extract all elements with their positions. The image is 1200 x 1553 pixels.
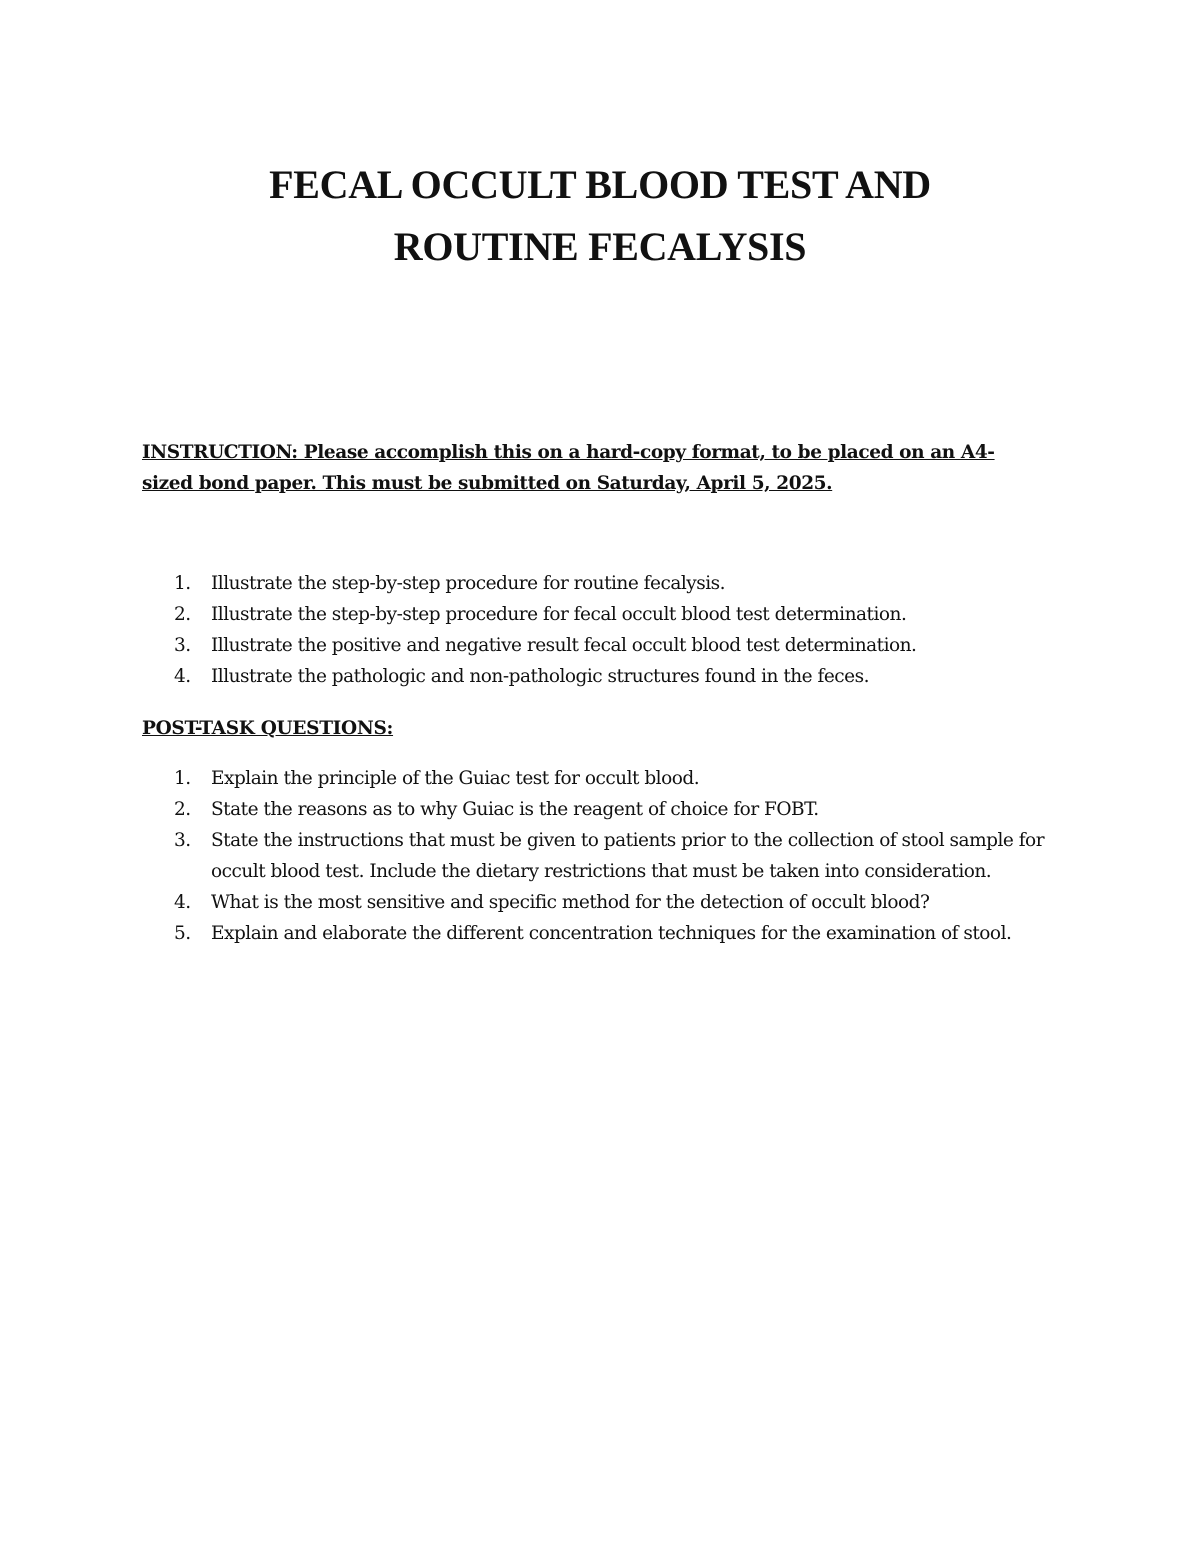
question-number: 1. [174, 768, 191, 789]
question-text: Explain and elaborate the different concentration techniques for the examination of stool. [211, 923, 1012, 944]
post-task-heading: POST-TASK QUESTIONS: [142, 718, 394, 739]
task-item [142, 661, 1082, 692]
question-text: Explain the principle of the Guiac test for occult blood. [211, 768, 700, 789]
instruction-paragraph: INSTRUCTION: Please accomplish this on a hard-copy format, to be placed on an A4-sized bond paper. This must be submitted on Saturday, April 5, 2025. [142, 442, 995, 494]
task-text: Illustrate the positive and negative result fecal occult blood test determination. [211, 635, 917, 656]
title-line-1: FECAL OCCULT BLOOD TEST AND [269, 162, 931, 207]
question-number: 3. [174, 830, 191, 851]
question-text: State the instructions that must be given to patients prior to the collection of stool sample for occult blood test. Include the dietary restrictions that must be taken into consideration. [211, 830, 1045, 882]
task-number: 3. [174, 635, 191, 656]
task-item [142, 568, 1082, 599]
task-number: 4. [174, 666, 191, 687]
task-number: 1. [174, 573, 191, 594]
question-text: State the reasons as to why Guiac is the reagent of choice for FOBT. [211, 799, 819, 820]
question-number: 4. [174, 892, 191, 913]
question-item [142, 794, 1102, 825]
task-item [142, 599, 1082, 630]
question-number: 5. [174, 923, 191, 944]
question-item [142, 763, 1102, 794]
question-item [142, 918, 1102, 949]
question-item [142, 825, 1102, 887]
question-text: What is the most sensitive and specific method for the detection of occult blood? [211, 892, 930, 913]
task-text: Illustrate the step-by-step procedure for fecal occult blood test determination. [211, 604, 907, 625]
task-text: Illustrate the step-by-step procedure for routine fecalysis. [211, 573, 726, 594]
title-line-2: ROUTINE FECALYSIS [393, 224, 807, 269]
task-item [142, 630, 1082, 661]
question-number: 2. [174, 799, 191, 820]
question-list [142, 763, 1102, 949]
task-number: 2. [174, 604, 191, 625]
task-text: Illustrate the pathologic and non-pathologic structures found in the feces. [211, 666, 869, 687]
question-item [142, 887, 1102, 918]
document-title [0, 154, 1200, 278]
task-list [142, 568, 1082, 692]
